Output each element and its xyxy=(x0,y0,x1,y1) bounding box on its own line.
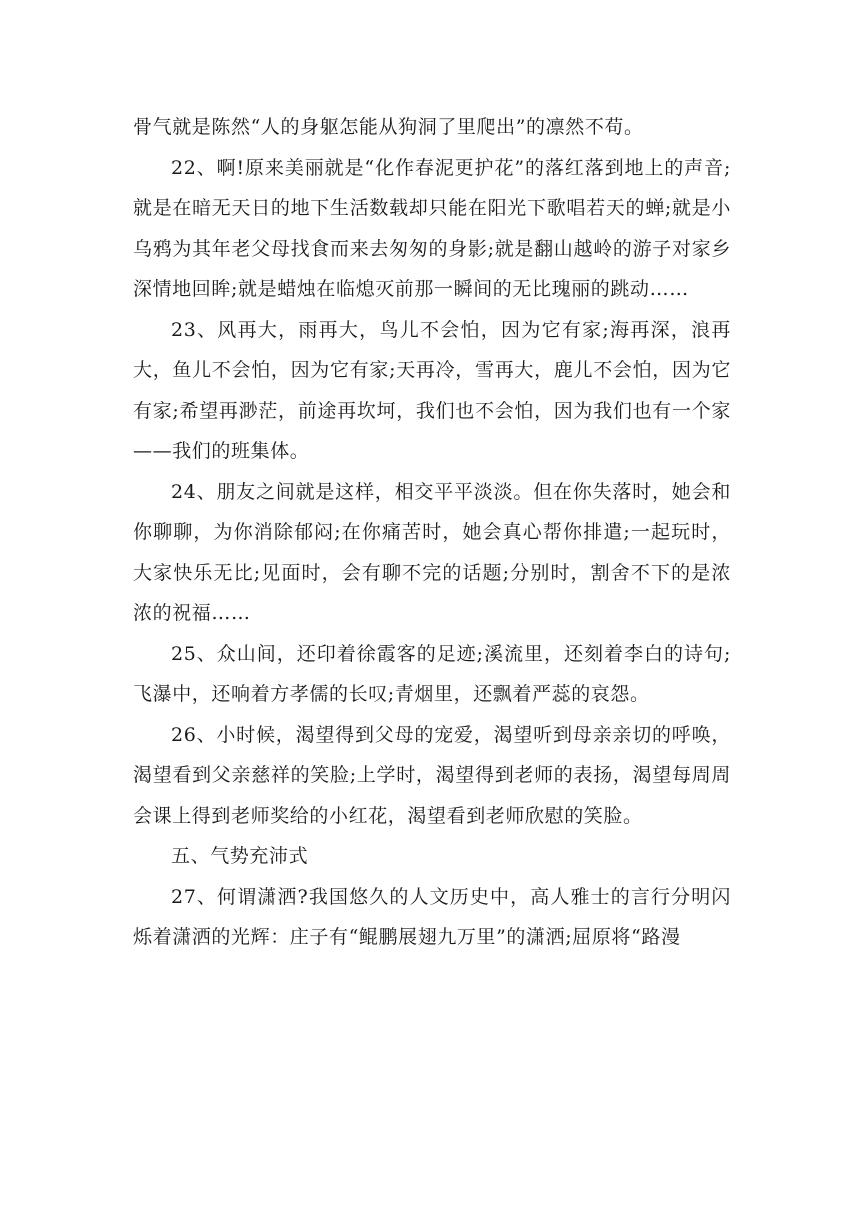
paragraph-25: 25、众山间，还印着徐霞客的足迹;溪流里，还刻着李白的诗句;飞瀑中，还响着方孝儒的长叹;青烟里，还飘着严蕊的哀怨。 xyxy=(133,642,731,705)
paragraph-23: 23、风再大，雨再大，鸟儿不会怕，因为它有家;海再深，浪再大，鱼儿不会怕，因为它有家;天再冷，雪再大，鹿儿不会怕，因为它有家;希望再渺茫，前途再坎坷，我们也不会怕，因为我们也有一个家——我们的班集体。 xyxy=(133,318,731,462)
paragraph-22: 22、啊!原来美丽就是“化作春泥更护花”的落红落到地上的声音;就是在暗无天日的地下生活数载却只能在阳光下歌唱若天的蝉;就是小乌鸦为其年老父母找食而来去匆匆的身影;就是翻山越岭的游子对家乡深情地回眸;就是蜡烛在临熄灭前那一瞬间的无比瑰丽的跳动…… xyxy=(133,156,731,300)
paragraph-26: 26、小时候，渴望得到父母的宠爱，渴望听到母亲亲切的呼唤，渴望看到父亲慈祥的笑脸;上学时，渴望得到老师的表扬，渴望每周周会课上得到老师奖给的小红花，渴望看到老师欣慰的笑脸。 xyxy=(133,723,731,827)
paragraph-24: 24、朋友之间就是这样，相交平平淡淡。但在你失落时，她会和你聊聊，为你消除郁闷;在你痛苦时，她会真心帮你排遣;一起玩时，大家快乐无比;见面时，会有聊不完的话题;分别时，割舍不下的是浓浓的祝福…… xyxy=(133,480,731,624)
paragraph-27: 27、何谓潇洒?我国悠久的人文历史中，高人雅士的言行分明闪烁着潇洒的光辉：庄子有“鲲鹏展翅九万里”的潇洒;屈原将“路漫 xyxy=(133,885,731,948)
section-heading: 五、气势充沛式 xyxy=(171,845,309,867)
document-body xyxy=(133,107,731,958)
paragraph-continuation: 骨气就是陈然“人的身躯怎能从狗洞了里爬出”的凛然不苟。 xyxy=(133,116,644,138)
